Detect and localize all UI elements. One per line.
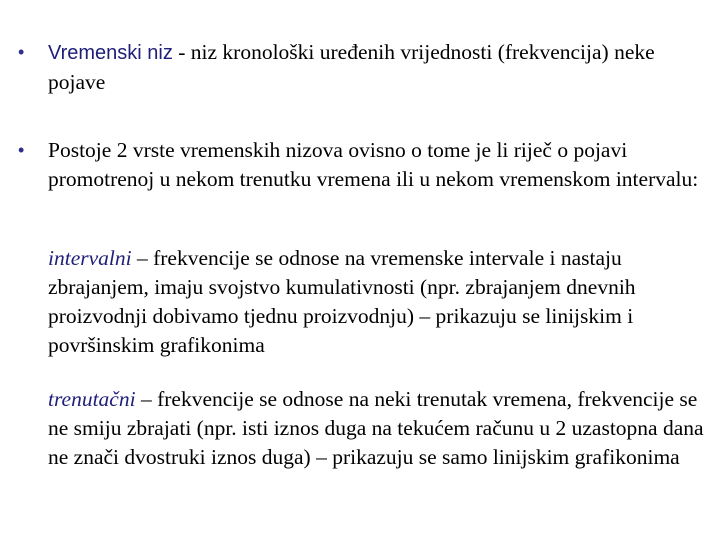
bullet-body [48, 38, 708, 97]
bullet-item-definition [18, 38, 708, 97]
trenutacni-text: – frekvencije se odnose na neki trenutak vremena, frekvencije se ne smiju zbrajati (npr. isti iznos duga na tekućem računu u 2 uzastopna dana ne znači dvostruki iznos duga) – prikazuju se samo linijskim grafikonima [48, 387, 704, 469]
subitem-trenutacni [48, 385, 708, 472]
definition-text: - niz kronološki uređenih vrijednosti (frekvencija) neke pojave [48, 40, 655, 94]
bullet-dot-icon: • [18, 42, 25, 62]
types-text: Postoje 2 vrste vremenskih nizova ovisno o tome je li riječ o pojavi promotrenoj u nekom trenutku vremena ili u nekom vremenskom intervalu: [48, 138, 699, 191]
subitem-intervalni [48, 244, 708, 360]
bullet-item-types [18, 136, 708, 194]
term-trenutacni: trenutačni [48, 387, 136, 411]
bullet-dot-icon: • [18, 140, 25, 160]
intervalni-text: – frekvencije se odnose na vremenske intervale i nastaju zbrajanjem, imaju svojstvo kumulativnosti (npr. zbrajanjem dnevnih proizvodnji dobivamo tjednu proizvodnju) – prikazuju se linijskim i površinskim grafikonima [48, 246, 636, 357]
term-vremenski-niz: Vremenski niz [48, 42, 173, 64]
term-intervalni: intervalni [48, 246, 132, 270]
